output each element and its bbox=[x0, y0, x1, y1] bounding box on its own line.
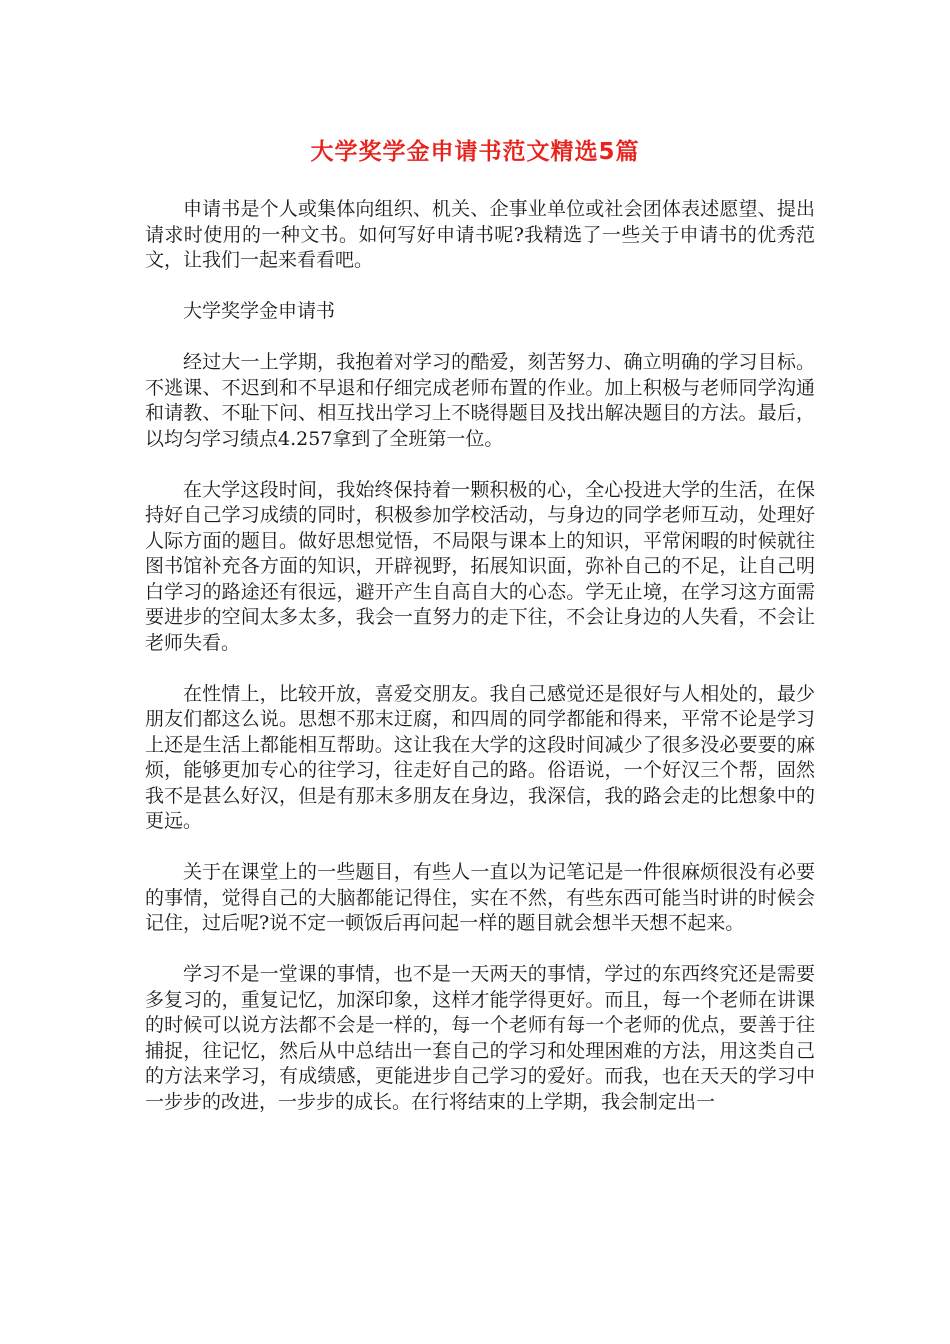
body-paragraph: 经过大一上学期，我抱着对学习的酷爱，刻苦努力、确立明确的学习目标。不逃课、不迟到和不早退和仔细完成老师布置的作业。加上积极与老师同学沟通和请教、不耻下问、相互找出学习上不晓得题目及找出解决题目的方法。最后，以均匀学习绩点4.257拿到了全班第一位。 bbox=[145, 351, 815, 450]
section-heading: 大学奖学金申请书 bbox=[183, 300, 336, 322]
document-body bbox=[145, 197, 815, 1141]
intro-paragraph: 申请书是个人或集体向组织、机关、企事业单位或社会团体表述愿望、提出请求时使用的一种文书。如何写好申请书呢?我精选了一些关于申请书的优秀范文，让我们一起来看看吧。 bbox=[145, 198, 815, 271]
body-paragraph: 在性情上，比较开放，喜爱交朋友。我自己感觉还是很好与人相处的，最少朋友们都这么说。思想不那末迂腐，和四周的同学都能和得来，平常不论是学习上还是生活上都能相互帮助。这让我在大学的这段时间减少了很多没必要要的麻烦，能够更加专心的往学习，往走好自己的路。俗语说，一个好汉三个帮，固然我不是甚么好汉，但是有那末多朋友在身边，我深信，我的路会走的比想象中的更远。 bbox=[145, 682, 815, 832]
body-paragraph: 学习不是一堂课的事情，也不是一天两天的事情，学过的东西终究还是需要多复习的，重复记忆，加深印象，这样才能学得更好。而且，每一个老师在讲课的时候可以说方法都不会是一样的，每一个老师有每一个老师的优点，要善于往捕捉，往记忆，然后从中总结出一套自己的学习和处理困难的方法，用这类自己的方法来学习，有成绩感，更能进步自己学习的爱好。而我，也在天天的学习中一步步的改进，一步步的成长。在行将结束的上学期，我会制定出一 bbox=[145, 963, 815, 1113]
body-paragraph: 在大学这段时间，我始终保持着一颗积极的心，全心投进大学的生活，在保持好自己学习成绩的同时，积极参加学校活动，与身边的同学老师互动，处理好人际方面的题目。做好思想觉悟，不局限与课本上的知识，平常闲暇的时候就往图书馆补充各方面的知识，开辟视野，拓展知识面，弥补自己的不足，让自己明白学习的路途还有很远，避开产生自高自大的心态。学无止境，在学习这方面需要进步的空间太多太多，我会一直努力的走下往，不会让身边的人失看，不会让老师失看。 bbox=[145, 478, 815, 654]
body-paragraph: 关于在课堂上的一些题目，有些人一直以为记笔记是一件很麻烦很没有必要的事情，觉得自己的大脑都能记得住，实在不然，有些东西可能当时讲的时候会记住，过后呢?说不定一顿饭后再问起一样的题目就会想半天想不起来。 bbox=[145, 861, 815, 934]
document-title: 大学奖学金申请书范文精选5篇 bbox=[310, 139, 640, 165]
